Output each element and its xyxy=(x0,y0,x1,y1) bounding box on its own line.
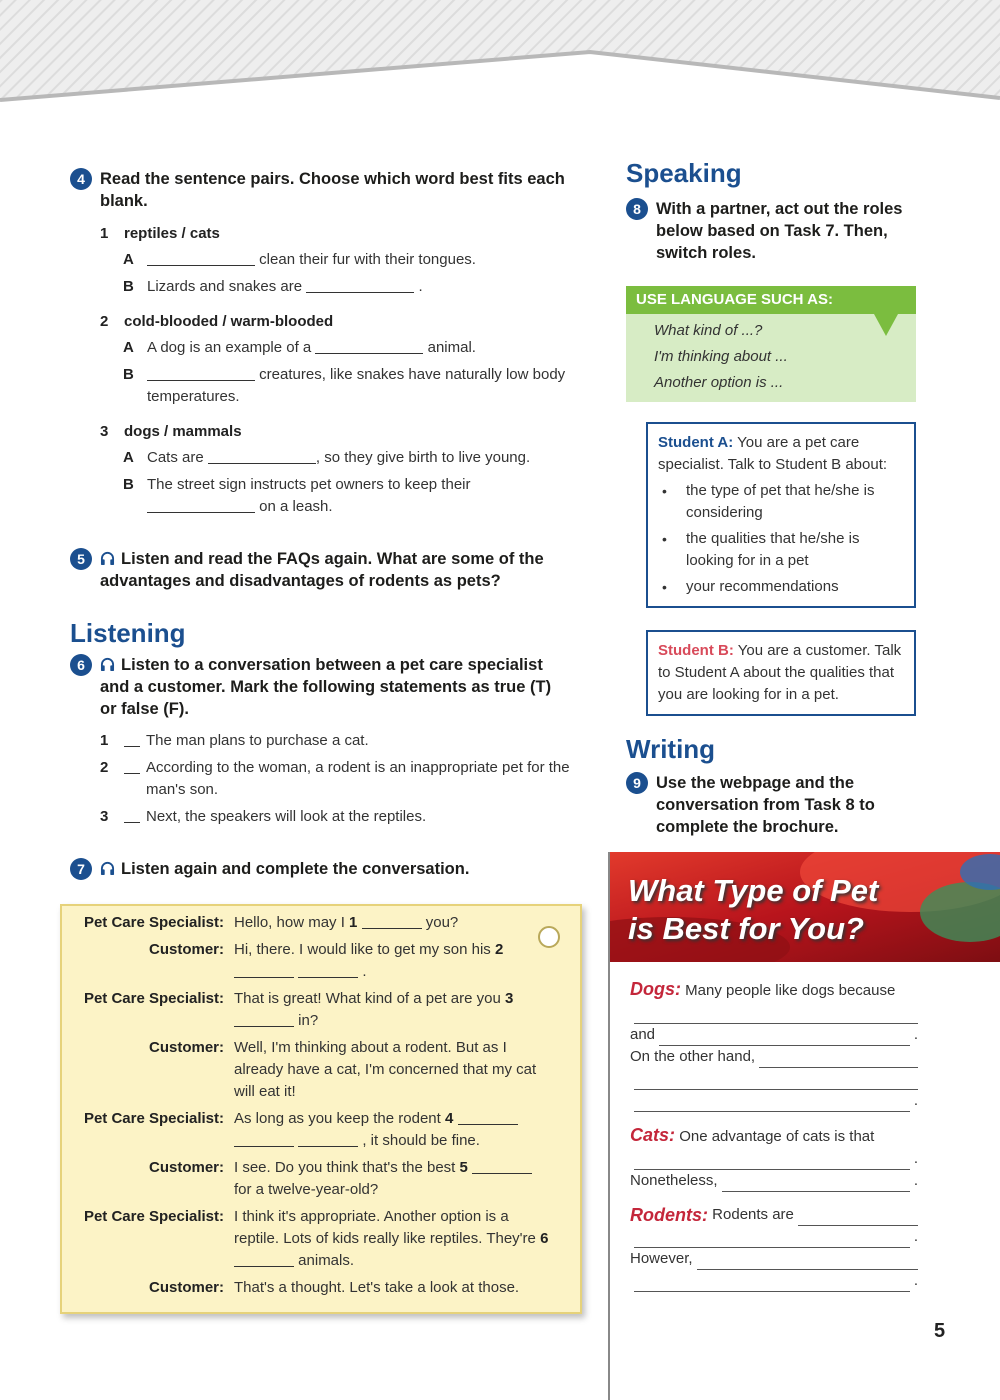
answer-blank[interactable] xyxy=(234,1131,294,1147)
brochure-title: What Type of Pet is Best for You? xyxy=(628,873,879,946)
question-1-options: 1 reptiles / cats xyxy=(100,225,220,242)
speech-pointer-decoration xyxy=(874,314,898,336)
dialog-line: Customer: Well, I'm thinking about a rodent. But as I already have a cat, I'm concerned that my cat will eat it! xyxy=(148,1039,537,1100)
language-box-header: USE LANGUAGE SUCH AS: xyxy=(626,286,916,314)
true-false-item: 3 Next, the speakers will look at the reptiles. xyxy=(100,808,427,825)
task-8-instruction: 8 With a partner, act out the roles below based on Task 7. Then, switch roles. xyxy=(626,198,926,264)
headphones-icon xyxy=(100,861,115,875)
write-line[interactable] xyxy=(634,1234,910,1248)
answer-blank[interactable] xyxy=(306,277,414,293)
speaking-heading: Speaking xyxy=(626,158,742,188)
sentence-3b: B The street sign instructs pet owners to keep their on a leash. xyxy=(123,476,471,515)
write-line[interactable] xyxy=(634,1156,910,1170)
answer-blank[interactable] xyxy=(458,1109,518,1125)
true-false-item: 2 According to the woman, a rodent is an inappropriate pet for the man's son. xyxy=(100,759,570,798)
write-line[interactable] xyxy=(759,1054,918,1068)
student-a-card: Student A: You are a pet care specialist. Talk to Student B about: • the type of pet that he/she is considering • the qualities that he/she is looking for in a pet • your recommendations xyxy=(646,422,916,608)
answer-blank[interactable] xyxy=(208,448,316,464)
dialog-line: Pet Care Specialist: Hello, how may I 1 you? xyxy=(83,914,459,931)
write-line[interactable] xyxy=(659,1032,910,1046)
answer-blank[interactable] xyxy=(234,1011,294,1027)
task-7-instruction: 7 Listen again and complete the conversation. xyxy=(70,858,570,880)
answer-blank[interactable] xyxy=(472,1158,532,1174)
answer-blank[interactable] xyxy=(147,497,255,513)
write-line[interactable] xyxy=(634,1278,910,1292)
tf-answer-blank[interactable] xyxy=(124,731,140,747)
brochure-form: Dogs: Many people like dogs because and . On the other hand, . Cats: One advantage of cats is that . Nonetheless, . Rodents: Rodents are . However, . xyxy=(630,978,918,1292)
true-false-item: 1 The man plans to purchase a cat. xyxy=(100,732,369,749)
task-number-badge: 4 xyxy=(70,168,92,190)
dialog-line: Pet Care Specialist: As long as you keep the rodent 4 , it should be fine. xyxy=(72,1108,552,1152)
answer-blank[interactable] xyxy=(234,1251,294,1267)
task-number-badge: 6 xyxy=(70,654,92,676)
answer-blank[interactable] xyxy=(315,338,423,354)
language-box xyxy=(626,286,916,402)
dialog-line: Pet Care Specialist: That is great! What kind of a pet are you 3 in? xyxy=(83,990,514,1029)
sentence-1a: A clean their fur with their tongues. xyxy=(123,251,476,268)
task-number-badge: 7 xyxy=(70,858,92,880)
bullet-item: • the qualities that he/she is looking for in a pet xyxy=(662,530,860,569)
task-number-badge: 9 xyxy=(626,772,648,794)
question-3-options: 3 dogs / mammals xyxy=(100,423,242,440)
task-9-instruction: 9 Use the webpage and the conversation from Task 8 to complete the brochure. xyxy=(626,772,926,838)
answer-blank[interactable] xyxy=(298,1131,358,1147)
listening-heading: Listening xyxy=(70,618,186,648)
conversation-note xyxy=(60,904,582,1314)
task-5-instruction: 5 Listen and read the FAQs again. What are some of the advantages and disadvantages of rodents as pets? xyxy=(70,548,570,592)
task-number-badge: 5 xyxy=(70,548,92,570)
bullet-item: • the type of pet that he/she is considering xyxy=(662,482,875,521)
write-line[interactable] xyxy=(634,1098,910,1112)
sentence-1b: B Lizards and snakes are . xyxy=(123,278,423,295)
tf-answer-blank[interactable] xyxy=(124,807,140,823)
answer-blank[interactable] xyxy=(234,962,294,978)
answer-blank[interactable] xyxy=(298,962,358,978)
task-number-badge: 8 xyxy=(626,198,648,220)
left-column xyxy=(70,168,570,880)
right-column xyxy=(626,158,926,838)
question-2-options: 2 cold-blooded / warm-blooded xyxy=(100,313,334,330)
language-phrase: What kind of ...? xyxy=(654,322,763,339)
answer-blank[interactable] xyxy=(362,913,422,929)
answer-blank[interactable] xyxy=(147,250,255,266)
sentence-3a: A Cats are , so they give birth to live young. xyxy=(123,449,531,466)
dialog-line: Customer: Hi, there. I would like to get my son his 2 . xyxy=(148,941,504,980)
task-4-instruction: 4 Read the sentence pairs. Choose which word best fits each blank. xyxy=(70,168,570,212)
dialog-line: Customer: I see. Do you think that's the best 5 for a twelve-year-old? xyxy=(72,1157,552,1201)
pet-brochure xyxy=(608,852,1000,1400)
student-b-card: Student B: You are a customer. Talk to Student A about the qualities that you are looking for in a pet. xyxy=(646,630,916,716)
language-phrase: Another option is ... xyxy=(654,374,784,391)
sentence-2a: A A dog is an example of a animal. xyxy=(123,339,476,356)
write-line[interactable] xyxy=(697,1256,918,1270)
language-phrase: I'm thinking about ... xyxy=(654,348,788,365)
writing-heading: Writing xyxy=(626,734,716,764)
page-number: 5 xyxy=(934,1320,946,1342)
write-line[interactable] xyxy=(630,1068,918,1090)
dialog-line: Pet Care Specialist: I think it's appropriate. Another option is a reptile. Lots of kids really like reptiles. They're 6 animals. xyxy=(83,1208,549,1269)
headphones-icon xyxy=(100,657,115,671)
write-line[interactable] xyxy=(798,1212,918,1226)
headphones-icon xyxy=(100,551,115,565)
conversation-dialog xyxy=(72,912,552,1304)
task-6-instruction: 6 Listen to a conversation between a pet care specialist and a customer. Mark the following statements as true (T) or false (F). xyxy=(70,654,570,720)
write-line[interactable] xyxy=(722,1178,910,1192)
top-decorative-band xyxy=(0,0,1000,112)
bullet-item: • your recommendations xyxy=(662,578,839,595)
sentence-2b: B creatures, like snakes have naturally low body temperatures. xyxy=(123,366,566,405)
write-line[interactable] xyxy=(630,1002,918,1024)
dialog-line: Customer: That's a thought. Let's take a look at those. xyxy=(148,1279,520,1296)
tf-answer-blank[interactable] xyxy=(124,758,140,774)
answer-blank[interactable] xyxy=(147,365,255,381)
